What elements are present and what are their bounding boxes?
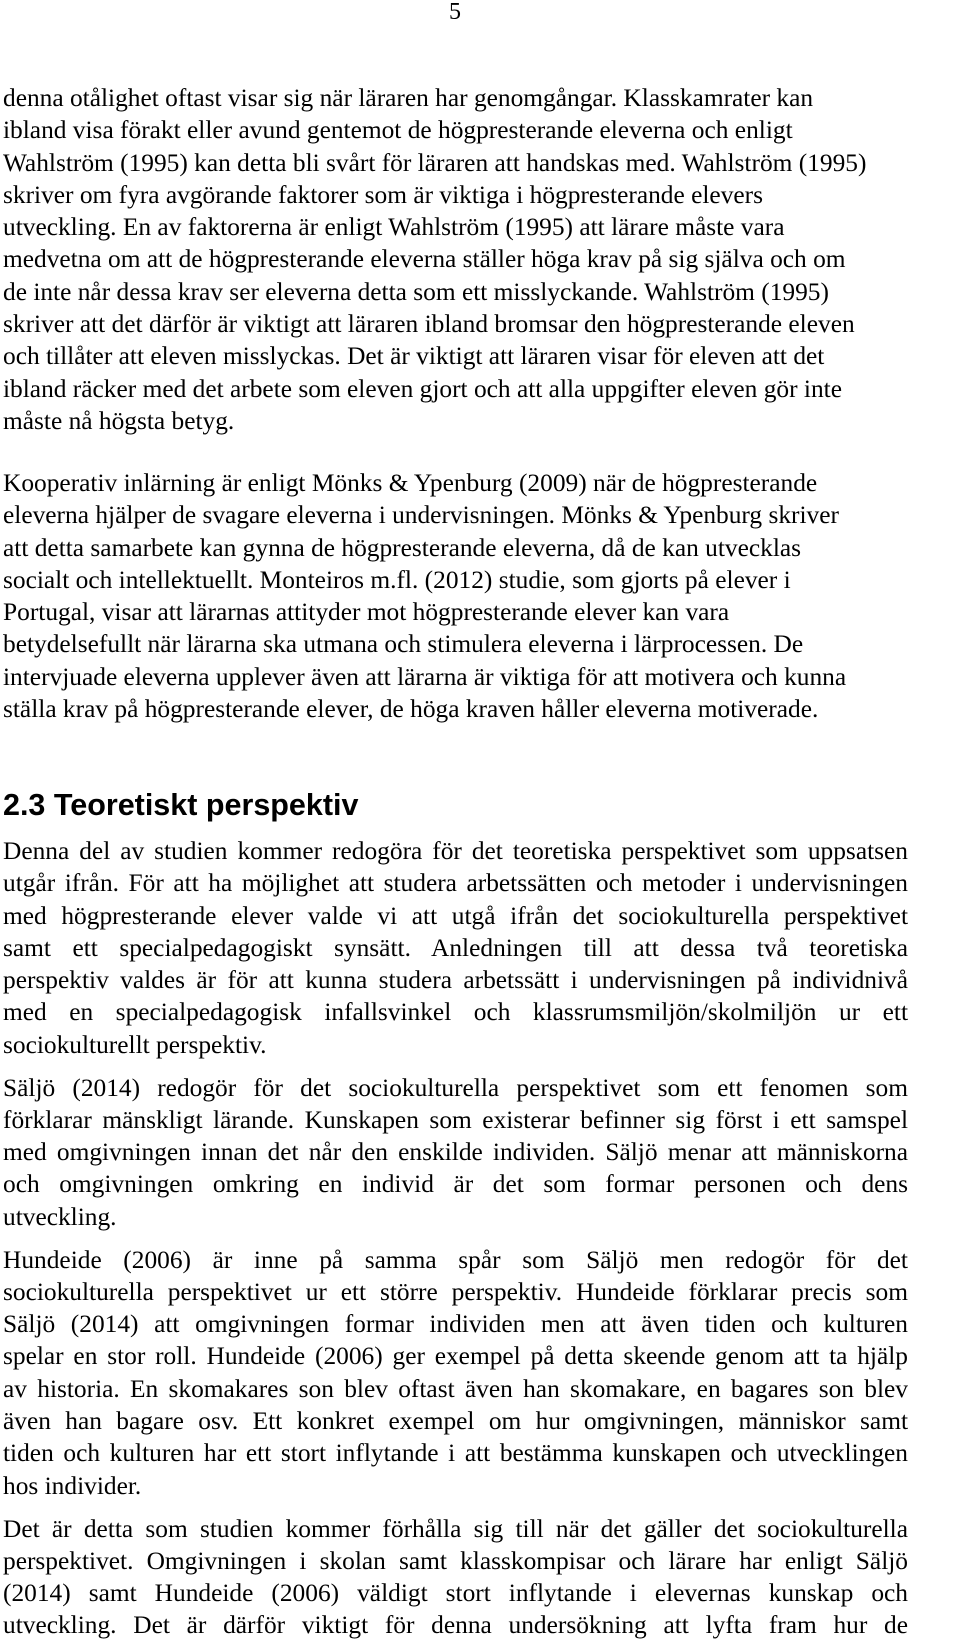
- text-line: skriver att det därför är viktigt att läraren ibland bromsar den högpresterande eleven: [3, 310, 855, 339]
- text-line: medvetna om att de högpresterande eleverna ställer höga krav på sig själva och om: [3, 245, 846, 274]
- text-line: av historia. En skomakares son blev oftast även han skomakare, en bagares son blev: [3, 1374, 908, 1403]
- text-line: med en specialpedagogisk infallsvinkel och klassrumsmiljön/skolmiljön ur ett: [3, 998, 908, 1027]
- text-line: och tillåter att eleven misslyckas. Det är viktigt att läraren visar för eleven att det: [3, 342, 825, 371]
- text-line: sociokulturellt perspektiv.: [3, 1030, 267, 1059]
- text-line: skriver om fyra avgörande faktorer som är viktiga i högpresterande elevers: [3, 180, 764, 209]
- text-line: socialt och intellektuellt. Monteiros m.fl. (2012) studie, som gjorts på elever i: [3, 565, 791, 594]
- page-number: 5: [449, 0, 461, 25]
- text-line: även han bagare osv. Ett konkret exempel om hur omgivningen, människor samt: [3, 1406, 908, 1435]
- text-line: eleverna hjälper de svagare eleverna i undervisningen. Mönks & Ypenburg skriver: [3, 501, 839, 530]
- text-line: Denna del av studien kommer redogöra för det teoretiska perspektivet som uppsatsen: [3, 837, 908, 865]
- text-line: Säljö (2014) att omgivningen formar individen men att även tiden och kulturen: [3, 1310, 908, 1339]
- text-line: denna otålighet oftast visar sig när läraren har genomgångar. Klasskamrater kan: [3, 84, 814, 112]
- text-line: perspektiv valdes är för att kunna studera arbetssätt i undervisningen på individnivå: [3, 966, 908, 995]
- text-line: Portugal, visar att lärarnas attityder mot högpresterande elever kan vara: [3, 598, 730, 627]
- text-line: med omgivningen innan det når den enskilde individen. Säljö menar att människorna: [3, 1138, 908, 1167]
- text-line: utveckling. Det är därför viktigt för denna undersökning att lyfta fram hur de: [3, 1611, 908, 1640]
- text-line: Kooperativ inlärning är enligt Mönks & Ypenburg (2009) när de högpresterande: [3, 469, 818, 497]
- text-line: utgår ifrån. För att ha möjlighet att studera arbetssätten och metoder i undervisningen: [3, 869, 908, 898]
- text-line: ibland räcker med det arbete som eleven gjort och att alla uppgifter eleven gör inte: [3, 374, 842, 403]
- paragraph: [3, 467, 908, 725]
- text-line: att detta samarbete kan gynna de högpresterande eleverna, då de kan utvecklas: [3, 533, 802, 562]
- text-line: de inte når dessa krav ser eleverna detta som ett misslyckande. Wahlström (1995): [3, 277, 829, 306]
- text-line: utveckling.: [3, 1202, 117, 1231]
- text-line: med högpresterande elever valde vi att utgå ifrån det sociokulturella perspektivet: [3, 901, 908, 930]
- text-line: perspektivet. Omgivningen i skolan samt klasskompisar och lärare har enligt Säljö: [3, 1546, 908, 1575]
- text-line: Det är detta som studien kommer förhålla sig till när det gäller det sociokulturella: [3, 1514, 908, 1543]
- text-line: måste nå högsta betyg.: [3, 406, 235, 435]
- text-line: sociokulturella perspektivet ur ett större perspektiv. Hundeide förklarar precis som: [3, 1277, 908, 1306]
- text-line: utveckling. En av faktorerna är enligt Wahlström (1995) att lärare måste vara: [3, 213, 785, 242]
- text-line: Wahlström (1995) kan detta bli svårt för läraren att handskas med. Wahlström (1995): [3, 148, 867, 177]
- text-line: samt ett specialpedagogiskt synsätt. Anledningen till att dessa två teoretiska: [3, 933, 908, 962]
- paragraph: [3, 1244, 908, 1502]
- text-line: Hundeide (2006) är inne på samma spår som Säljö men redogör för det: [3, 1245, 908, 1274]
- text-line: (2014) samt Hundeide (2006) väldigt stort inflytande i elevernas kunskap och: [3, 1579, 908, 1608]
- section-heading: 2.3 Teoretiskt perspektiv: [3, 788, 359, 822]
- paragraph: [3, 1072, 908, 1233]
- text-line: och omgivningen omkring en individ är det som formar personen och dens: [3, 1170, 908, 1199]
- text-line: förklarar mänskligt lärande. Kunskapen som existerar befinner sig först i ett samspel: [3, 1105, 908, 1134]
- text-line: hos individer.: [3, 1471, 142, 1500]
- text-line: betydelsefullt när lärarna ska utmana och stimulera eleverna i lärprocessen. De: [3, 630, 804, 659]
- text-line: spelar en stor roll. Hundeide (2006) ger exempel på detta skeende genom att ta hjälp: [3, 1342, 908, 1371]
- text-line: intervjuade eleverna upplever även att lärarna är viktiga för att motivera och kunna: [3, 662, 847, 691]
- paragraph: [3, 1513, 908, 1642]
- text-line: ställa krav på högpresterande elever, de höga kraven håller eleverna motiverade.: [3, 695, 819, 724]
- text-line: Säljö (2014) redogör för det sociokulturella perspektivet som ett fenomen som: [3, 1073, 908, 1102]
- paragraph: [3, 82, 908, 437]
- text-line: ibland visa förakt eller avund gentemot de högpresterande eleverna och enligt: [3, 116, 793, 145]
- text-line: tiden och kulturen har ett stort inflytande i att bestämma kunskapen och utvecklingen: [3, 1439, 908, 1468]
- paragraph: [3, 835, 908, 1061]
